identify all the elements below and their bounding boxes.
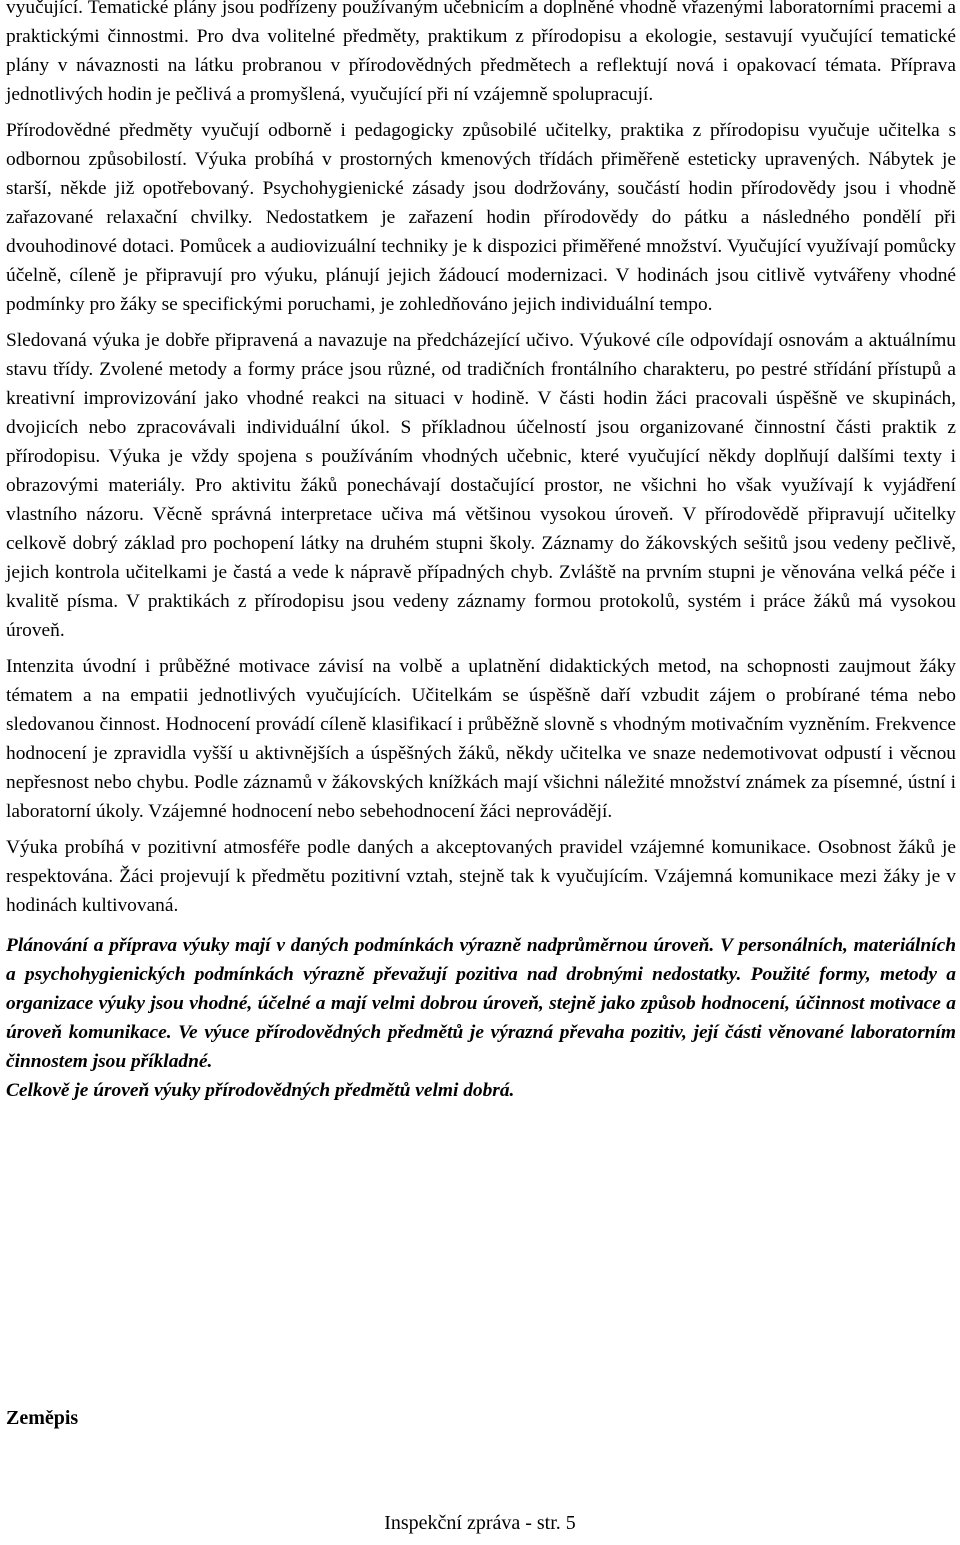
paragraph-motivation: Intenzita úvodní i průběžné motivace závisí na volbě a uplatnění didaktických metod, na schopnosti zaujmout žáky tématem a na empatii jednotlivých vyučujících. Učitelkám se úspěšně daří vzbudit zájem o probírané téma nebo sledovanou činnost. Hodnocení provádí cíleně klasifikací i průběžně slovně s vhodným motivačním vyzněním. Frekvence hodnocení je zpravidla vyšší u aktivnějších a úspěšných žáků, někdy učitelka ve snaze nedemotivovat odpustí i věcnou nepřesnost nebo chybu. Podle záznamů v žákovských knížkách mají všichni náležité množství známek za písemné, ústní i laboratorní úkoly. Vzájemné hodnocení nebo sebehodnocení žáci neprovádějí.: [6, 656, 956, 822]
paragraph-planning: vyučující. Tematické plány jsou podřízeny používaným učebnicím a doplněné vhodně vřazenými laboratorními pracemi a praktickými činnostmi. Pro dva volitelné předměty, praktikum z přírodopisu a ekologie, sestavují vyučující tematické plány v návaznosti na látku probranou v přírodovědných předmětech a reflektují nová i opakovací témata. Příprava jednotlivých hodin je pečlivá a promyšlená, vyučující při ní vzájemně spolupracují.: [6, 0, 956, 105]
page-footer: Inspekční zpráva - str. 5: [384, 1512, 576, 1534]
paragraph-atmosphere: Výuka probíhá v pozitivní atmosféře podle daných a akceptovaných pravidel vzájemné komunikace. Osobnost žáků je respektována. Žáci projevují k předmětu pozitivní vztah, stejně tak k vyučujícím. Vzájemná komunikace mezi žáky je v hodinách kultivovaná.: [6, 837, 956, 916]
section-heading-geography: Zeměpis: [6, 1407, 79, 1429]
report-body: [6, 0, 956, 1105]
summary-assessment: Plánování a příprava výuky mají v daných podmínkách výrazně nadprůměrnou úroveň. V personálních, materiálních a psychohygienických podmínkách výrazně převažují pozitiva nad drobnými nedostatky. Použité formy, metody a organizace výuky jsou vhodné, účelné a mají velmi dobrou úroveň, stejně jako způsob hodnocení, účinnost motivace a úroveň komunikace. Ve výuce přírodovědných předmětů je výrazná převaha pozitiv, její části věnované laboratorním činnostem jsou příkladné.: [6, 935, 956, 1072]
paragraph-conditions: Přírodovědné předměty vyučují odborně i pedagogicky způsobilé učitelky, praktika z přírodopisu vyučuje učitelka s odbornou způsobilostí. Výuka probíhá v prostorných kmenových třídách přiměřeně esteticky upravených. Nábytek je starší, někde již opotřebovaný. Psychohygienické zásady jsou dodržovány, součástí hodin přírodovědy jsou i vhodně zařazované relaxační chvilky. Nedostatkem je zařazení hodin přírodovědy do pátku a následného pondělí při dvouhodinové dotaci. Pomůcek a audiovizuální techniky je k dispozici přiměřené množství. Vyučující využívají pomůcky účelně, cíleně je připravují pro výuku, plánují jejich žádoucí modernizaci. V hodinách jsou citlivě vytvářeny vhodné podmínky pro žáky se specifickými poruchami, je zohledňováno jejich individuální tempo.: [6, 120, 956, 315]
paragraph-observed-lessons: Sledovaná výuka je dobře připravená a navazuje na předcházející učivo. Výukové cíle odpovídají osnovám a aktuálnímu stavu třídy. Zvolené metody a formy práce jsou různé, od tradičních frontálního charakteru, po pestré střídání přístupů a kreativní improvizování jako vhodné reakci na situaci v hodině. V části hodin žáci pracovali úspěšně ve skupinách, dvojicích nebo zpracovávali individuální úkol. S příkladnou účelností jsou organizované činnostní části praktik z přírodopisu. Výuka je vždy spojena s používáním vhodných učebnic, které vyučující někdy doplňují dalšími texty i obrazovými materiály. Pro aktivitu žáků ponechávají dostačující prostor, ne všichni ho však využívají k vyjádření vlastního názoru. Věcně správná interpretace učiva má většinou vysokou úroveň. V přírodovědě připravují učitelky celkově dobrý základ pro pochopení látky na druhém stupni školy. Záznamy do žákovských sešitů jsou vedeny pečlivě, jejich kontrola učitelkami je častá a vede k nápravě případných chyb. Zvláště na prvním stupni je věnována velká péče i kvalitě písma. V praktikách z přírodopisu jsou vedeny záznamy formou protokolů, systém i práce žáků má vysokou úroveň.: [6, 330, 956, 641]
summary-overall: Celkově je úroveň výuky přírodovědných předmětů velmi dobrá.: [6, 1080, 515, 1101]
